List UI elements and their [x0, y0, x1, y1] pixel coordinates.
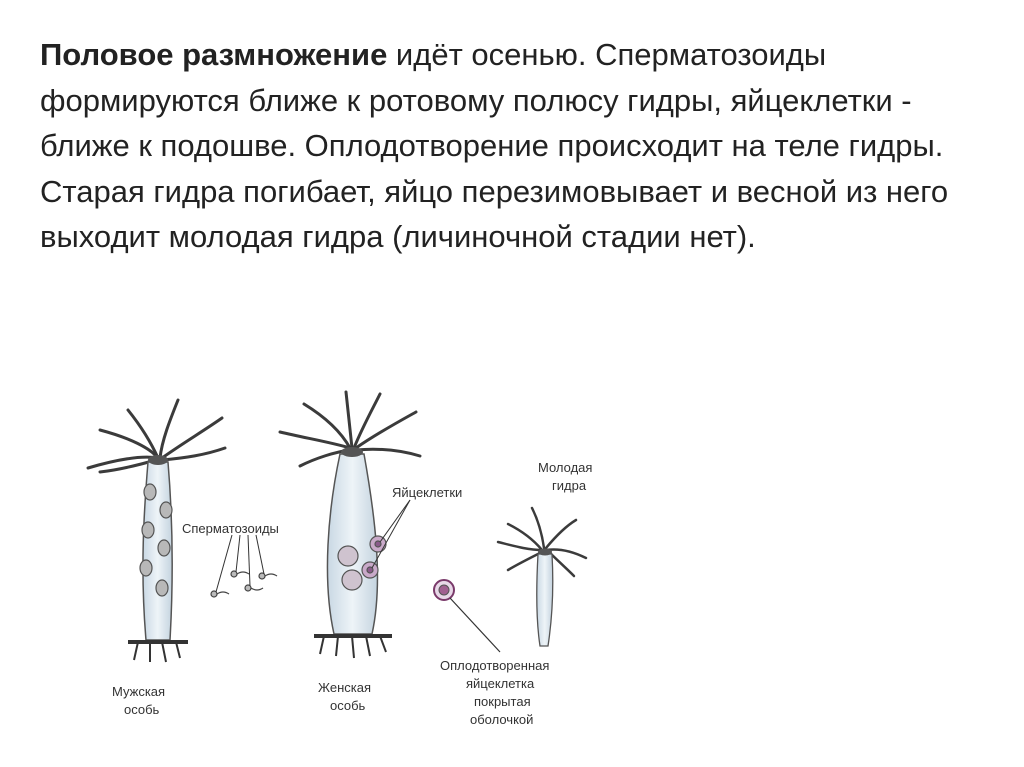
- young-body: [537, 554, 553, 646]
- label-female-line2: особь: [330, 698, 366, 713]
- female-label: [318, 680, 371, 713]
- label-female-line1: Женская: [318, 680, 371, 695]
- male-base: [128, 642, 188, 662]
- fertilized-label: [440, 658, 549, 727]
- label-male-line2: особь: [124, 702, 160, 717]
- label-fert-line2: яйцеклетка: [466, 676, 535, 691]
- label-sperm: Сперматозоиды: [182, 521, 279, 536]
- sperm-pointer-lines: [216, 535, 264, 592]
- hydra-reproduction-figure: [0, 370, 1024, 767]
- label-young-line1: Молодая: [538, 460, 593, 475]
- eggs-pointer-lines: [372, 500, 410, 568]
- slide-paragraph: [40, 32, 990, 260]
- male-label: [112, 684, 165, 717]
- young-label: [538, 460, 592, 493]
- young-hydra: [498, 508, 586, 646]
- label-fert-line4: оболочкой: [470, 712, 534, 727]
- hydra-diagram: [0, 370, 1024, 767]
- paragraph-body: идёт осенью. Сперматозоиды формируются ближе к ротовому полюсу гидры, яйцеклетки - ближе к подошве. Оплодотворение происходит на теле гидры. Старая гидра погибает, яйцо перезимовывает и весной из него выходит молодая гидра (личиночной стадии нет).: [40, 37, 949, 254]
- label-eggs: Яйцеклетки: [392, 485, 463, 500]
- female-base: [314, 636, 392, 658]
- paragraph-heading: Половое размножение: [40, 37, 388, 72]
- female-hydra: [280, 392, 420, 658]
- fertilized-egg: [434, 580, 500, 652]
- label-male-line1: Мужская: [112, 684, 166, 699]
- label-fert-line3: покрытая: [474, 694, 531, 709]
- label-fert-line1: Оплодотворенная: [440, 658, 550, 673]
- label-young-line2: гидра: [552, 478, 587, 493]
